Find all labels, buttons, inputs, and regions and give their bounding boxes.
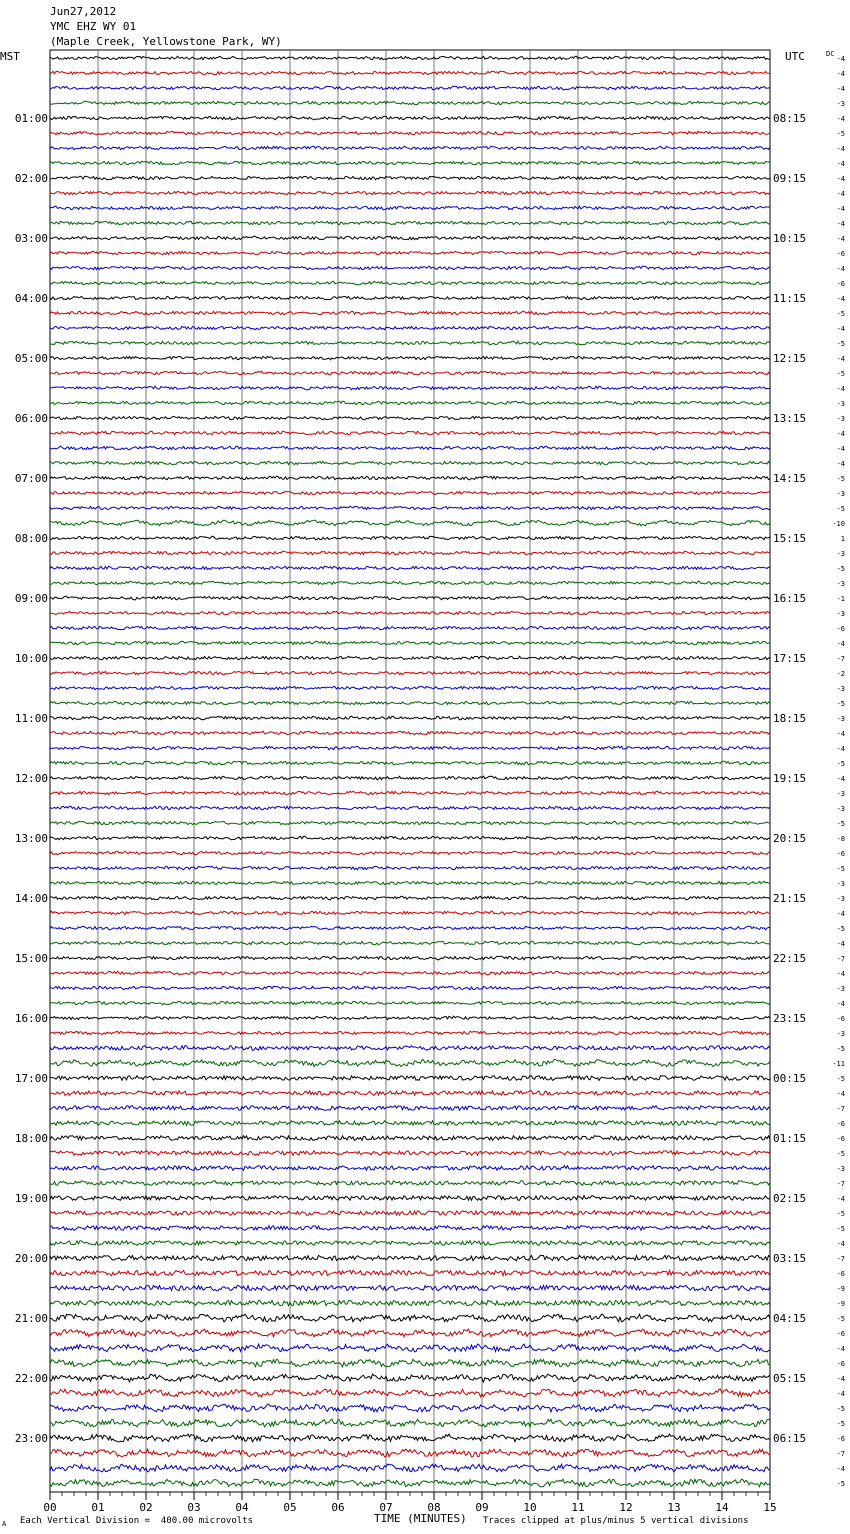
seismic-trace	[50, 1270, 770, 1275]
dc-offset-label: -7	[836, 1105, 845, 1113]
seismic-trace	[50, 1226, 770, 1231]
utc-hour-label: 05:15	[773, 1372, 807, 1385]
utc-hour-label: 21:15	[773, 892, 807, 905]
station-location: (Maple Creek, Yellowstone Park, WY)	[50, 35, 282, 48]
seismic-trace	[50, 536, 770, 539]
mst-hour-label: 18:00	[14, 1132, 48, 1145]
mst-hour-label: 11:00	[14, 712, 48, 725]
dc-offset-label: -7	[836, 1180, 845, 1188]
seismic-trace	[50, 956, 770, 960]
dc-offset-label: -5	[836, 865, 845, 873]
mst-hour-label: 20:00	[14, 1252, 48, 1265]
x-tick-label: 07	[379, 1501, 393, 1514]
dc-offset-label: -8	[836, 835, 845, 843]
seismic-trace	[50, 296, 770, 299]
seismic-trace	[50, 236, 770, 240]
mst-hour-label: 17:00	[14, 1072, 48, 1085]
utc-hour-label: 13:15	[773, 412, 807, 425]
seismic-trace	[50, 791, 770, 795]
dc-offset-label: -5	[836, 1045, 845, 1053]
dc-offset-label: -3	[836, 550, 845, 558]
x-tick-label: 06	[331, 1501, 345, 1514]
seismic-trace	[50, 716, 770, 720]
dc-offset-label: -5	[836, 370, 845, 378]
dc-offset-label: -4	[836, 175, 845, 183]
dc-offset-label: -4	[836, 445, 845, 453]
seismic-trace	[50, 461, 770, 464]
seismic-trace	[50, 1314, 770, 1322]
right-timezone-label: UTC	[785, 50, 805, 63]
dc-offset-label: -6	[836, 1135, 845, 1143]
left-timezone-label: MST	[0, 50, 20, 63]
seismic-trace	[50, 566, 770, 569]
x-tick-label: 05	[283, 1501, 297, 1514]
seismic-trace	[50, 356, 770, 360]
seismic-trace	[50, 1001, 770, 1005]
seismic-trace	[50, 1404, 770, 1412]
seismic-trace	[50, 326, 770, 329]
seismic-trace	[50, 416, 770, 420]
dc-offset-label: -7	[836, 655, 845, 663]
dc-offset-label: -5	[836, 1150, 845, 1158]
utc-hour-label: 22:15	[773, 952, 807, 965]
dc-offset-label: -6	[836, 1270, 845, 1278]
dc-offset-label: -11	[832, 1060, 845, 1068]
seismic-trace	[50, 1196, 770, 1201]
seismic-trace	[50, 386, 770, 390]
dc-offset-label: -4	[836, 85, 845, 93]
dc-offset-label: -4	[836, 1000, 845, 1008]
dc-offset-label: -4	[836, 970, 845, 978]
dc-offset-label: -6	[836, 1120, 845, 1128]
dc-offset-label: -5	[836, 310, 845, 318]
seismic-trace	[50, 311, 770, 315]
seismic-trace	[50, 371, 770, 375]
utc-hour-label: 19:15	[773, 772, 807, 785]
dc-offset-label: -4	[836, 1390, 845, 1398]
dc-offset-label: -4	[836, 355, 845, 363]
utc-hour-label: 06:15	[773, 1432, 807, 1445]
dc-offset-label: -2	[836, 670, 845, 678]
dc-offset-label: -3	[836, 685, 845, 693]
dc-offset-label: -3	[836, 895, 845, 903]
dc-offset-label: -5	[836, 820, 845, 828]
seismic-trace	[50, 1076, 770, 1081]
mst-hour-label: 12:00	[14, 772, 48, 785]
dc-offset-label: -4	[836, 745, 845, 753]
dc-offset-label: -4	[836, 385, 845, 393]
utc-hour-label: 16:15	[773, 592, 807, 605]
dc-offset-label: 1	[840, 535, 845, 543]
seismic-trace	[50, 131, 770, 135]
utc-hour-label: 10:15	[773, 232, 807, 245]
x-tick-label: 12	[619, 1501, 633, 1514]
seismic-trace	[50, 161, 770, 165]
dc-offset-label: -5	[836, 1315, 845, 1323]
dc-offset-label: -4	[836, 1090, 845, 1098]
mst-hour-label: 15:00	[14, 952, 48, 965]
dc-offset-label: -5	[836, 925, 845, 933]
mst-hour-label: 14:00	[14, 892, 48, 905]
mst-hour-label: 01:00	[14, 112, 48, 125]
dc-offset-label: -3	[836, 805, 845, 813]
utc-hour-label: 12:15	[773, 352, 807, 365]
dc-offset-label: -6	[836, 1015, 845, 1023]
x-tick-label: 00	[43, 1501, 57, 1514]
plot-date: Jun27,2012	[50, 5, 117, 18]
mst-hour-label: 22:00	[14, 1372, 48, 1385]
seismic-trace	[50, 941, 770, 945]
seismic-trace	[50, 596, 770, 600]
x-tick-label: 04	[235, 1501, 249, 1514]
mst-hour-label: 21:00	[14, 1312, 48, 1325]
seismic-trace	[50, 671, 770, 675]
dc-offset-label: -3	[836, 610, 845, 618]
x-tick-label: 09	[475, 1501, 489, 1514]
seismic-trace	[50, 581, 770, 585]
dc-offset-label: -3	[836, 490, 845, 498]
dc-offset-label: -5	[836, 1075, 845, 1083]
seismic-trace	[50, 851, 770, 854]
utc-hour-label: 02:15	[773, 1192, 807, 1205]
dc-offset-label: -4	[836, 235, 845, 243]
dc-offset-label: -4	[836, 220, 845, 228]
mst-hour-label: 08:00	[14, 532, 48, 545]
seismic-trace	[50, 1046, 770, 1051]
seismic-trace	[50, 71, 770, 75]
mst-hour-label: 06:00	[14, 412, 48, 425]
seismic-trace	[50, 221, 770, 225]
dc-offset-label: -7	[836, 1450, 845, 1458]
mst-hour-label: 03:00	[14, 232, 48, 245]
mst-hour-label: 04:00	[14, 292, 48, 305]
seismic-trace	[50, 1151, 770, 1156]
dc-offset-label: -3	[836, 1165, 845, 1173]
dc-offset-label: -4	[836, 730, 845, 738]
seismic-trace	[50, 866, 770, 870]
dc-offset-label: -4	[836, 1195, 845, 1203]
x-tick-label: 08	[427, 1501, 441, 1514]
seismic-trace	[50, 116, 770, 120]
dc-offset-label: -4	[836, 325, 845, 333]
dc-offset-label: -4	[836, 55, 845, 63]
utc-hour-label: 00:15	[773, 1072, 807, 1085]
seismic-trace	[50, 176, 770, 180]
seismic-trace	[50, 1016, 770, 1020]
dc-offset-label: -5	[836, 1225, 845, 1233]
seismic-trace	[50, 1434, 770, 1442]
seismic-trace	[50, 1121, 770, 1126]
dc-offset-label: -6	[836, 1330, 845, 1338]
utc-hour-label: 15:15	[773, 532, 807, 545]
dc-offset-label: -6	[836, 1435, 845, 1443]
dc-offset-label: -4	[836, 145, 845, 153]
seismic-trace	[50, 1464, 770, 1472]
dc-offset-label: -6	[836, 250, 845, 258]
seismic-trace	[50, 191, 770, 195]
seismic-trace	[50, 491, 770, 495]
x-tick-label: 14	[715, 1501, 729, 1514]
dc-offset-label: -6	[836, 625, 845, 633]
seismic-trace	[50, 431, 770, 435]
mst-hour-label: 13:00	[14, 832, 48, 845]
dc-offset-label: -5	[836, 340, 845, 348]
seismic-trace	[50, 1285, 770, 1290]
seismic-trace	[50, 641, 770, 645]
seismic-trace	[50, 971, 770, 975]
seismic-trace	[50, 776, 770, 780]
seismic-trace	[50, 146, 770, 150]
mst-hour-label: 16:00	[14, 1012, 48, 1025]
seismic-trace	[50, 1136, 770, 1141]
dc-offset-label: -4	[836, 160, 845, 168]
seismic-trace	[50, 1479, 770, 1487]
dc-offset-label: -3	[836, 790, 845, 798]
corner-mark: A	[2, 1520, 7, 1528]
dc-offset-label: -3	[836, 100, 845, 108]
dc-offset-label: -9	[836, 1285, 845, 1293]
dc-offset-label: -4	[836, 640, 845, 648]
seismic-trace	[50, 281, 770, 285]
dc-offset-label: -4	[836, 1375, 845, 1383]
seismic-trace	[50, 551, 770, 555]
dc-offset-label: -5	[836, 130, 845, 138]
seismic-trace	[50, 881, 770, 884]
utc-hour-label: 01:15	[773, 1132, 807, 1145]
seismic-trace	[50, 911, 770, 915]
dc-offset-label: -5	[836, 565, 845, 573]
seismic-trace	[50, 836, 770, 839]
dc-offset-label: -3	[836, 715, 845, 723]
dc-offset-label: -4	[836, 430, 845, 438]
dc-offset-label: -4	[836, 1345, 845, 1353]
x-tick-label: 13	[667, 1501, 681, 1514]
dc-offset-label: -5	[836, 1420, 845, 1428]
x-tick-label: 01	[91, 1501, 105, 1514]
dc-offset-label: -4	[836, 940, 845, 948]
seismic-trace	[50, 251, 770, 254]
seismic-trace	[50, 1449, 770, 1457]
dc-offset-label: -4	[836, 205, 845, 213]
seismic-trace	[50, 731, 770, 735]
seismic-trace	[50, 806, 770, 810]
dc-offset-label: -4	[836, 910, 845, 918]
utc-hour-label: 08:15	[773, 112, 807, 125]
dc-offset-label: -5	[836, 700, 845, 708]
seismic-trace	[50, 1255, 770, 1260]
seismic-trace	[50, 701, 770, 704]
utc-hour-label: 03:15	[773, 1252, 807, 1265]
dc-offset-label: -5	[836, 475, 845, 483]
x-tick-label: 02	[139, 1501, 153, 1514]
utc-hour-label: 09:15	[773, 172, 807, 185]
seismic-trace	[50, 761, 770, 765]
utc-hour-label: 04:15	[773, 1312, 807, 1325]
seismic-trace	[50, 1060, 770, 1067]
dc-offset-label: -4	[836, 295, 845, 303]
seismic-trace	[50, 1166, 770, 1171]
dc-label: DC	[826, 50, 835, 58]
dc-offset-label: -3	[836, 580, 845, 588]
x-tick-label: 10	[523, 1501, 537, 1514]
utc-hour-label: 23:15	[773, 1012, 807, 1025]
mst-hour-label: 10:00	[14, 652, 48, 665]
seismic-trace	[50, 101, 770, 105]
x-tick-label: 15	[763, 1501, 777, 1514]
dc-offset-label: -5	[836, 1405, 845, 1413]
dc-offset-label: -3	[836, 415, 845, 423]
x-tick-label: 03	[187, 1501, 201, 1514]
mst-hour-label: 05:00	[14, 352, 48, 365]
seismic-trace	[50, 1106, 770, 1111]
seismic-trace	[50, 506, 770, 509]
dc-offset-label: -6	[836, 1360, 845, 1368]
dc-offset-label: -3	[836, 1030, 845, 1038]
utc-hour-label: 18:15	[773, 712, 807, 725]
seismic-trace	[50, 1031, 770, 1035]
seismic-trace	[50, 1374, 770, 1382]
utc-hour-label: 17:15	[773, 652, 807, 665]
utc-hour-label: 11:15	[773, 292, 807, 305]
seismic-trace	[50, 401, 770, 405]
seismic-trace	[50, 821, 770, 824]
x-axis-title: TIME (MINUTES)	[374, 1512, 467, 1525]
dc-offset-label: -5	[836, 1210, 845, 1218]
mst-hour-label: 23:00	[14, 1432, 48, 1445]
dc-offset-label: -7	[836, 955, 845, 963]
seismic-trace	[50, 341, 770, 345]
dc-offset-label: -6	[836, 850, 845, 858]
dc-offset-label: -4	[836, 460, 845, 468]
seismic-trace	[50, 1300, 770, 1305]
mst-hour-label: 02:00	[14, 172, 48, 185]
dc-offset-label: -10	[832, 520, 845, 528]
utc-hour-label: 20:15	[773, 832, 807, 845]
seismic-trace	[50, 206, 770, 210]
utc-hour-label: 14:15	[773, 472, 807, 485]
seismic-trace	[50, 986, 770, 990]
dc-offset-label: -6	[836, 280, 845, 288]
seismic-trace	[50, 686, 770, 689]
dc-offset-label: -1	[836, 595, 845, 603]
seismic-trace	[50, 1211, 770, 1216]
station-id: YMC EHZ WY 01	[50, 20, 137, 33]
dc-offset-label: -4	[836, 190, 845, 198]
seismic-trace	[50, 656, 770, 660]
dc-offset-label: -9	[836, 1300, 845, 1308]
seismic-trace	[50, 896, 770, 900]
seismic-trace	[50, 611, 770, 614]
dc-offset-label: -3	[836, 400, 845, 408]
dc-offset-label: -4	[836, 775, 845, 783]
seismic-trace	[50, 86, 770, 90]
plot-frame	[50, 50, 770, 1492]
seismic-trace	[50, 626, 770, 630]
seismic-trace	[50, 446, 770, 450]
dc-offset-label: -4	[836, 1240, 845, 1248]
seismic-trace	[50, 56, 770, 60]
clip-note: Traces clipped at plus/minus 5 vertical divisions	[483, 1516, 749, 1526]
dc-offset-label: -3	[836, 985, 845, 993]
dc-offset-label: -4	[836, 265, 845, 273]
seismic-trace	[50, 1181, 770, 1186]
x-tick-label: 11	[571, 1501, 585, 1514]
scale-note: Each Vertical Division = 400.00 microvolts	[20, 1516, 253, 1526]
seismic-trace	[50, 1091, 770, 1096]
seismic-trace	[50, 1389, 770, 1397]
mst-hour-label: 07:00	[14, 472, 48, 485]
seismic-trace	[50, 1344, 770, 1352]
seismic-trace	[50, 520, 770, 526]
seismic-trace	[50, 1329, 770, 1337]
dc-offset-label: -4	[836, 1465, 845, 1473]
seismic-trace	[50, 1419, 770, 1427]
dc-offset-label: -5	[836, 760, 845, 768]
seismic-trace	[50, 266, 770, 269]
seismic-trace	[50, 1359, 770, 1367]
seismic-trace	[50, 1241, 770, 1246]
seismic-trace	[50, 746, 770, 750]
mst-hour-label: 09:00	[14, 592, 48, 605]
mst-hour-label: 19:00	[14, 1192, 48, 1205]
seismic-trace	[50, 926, 770, 930]
dc-offset-label: -5	[836, 1480, 845, 1488]
dc-offset-label: -3	[836, 880, 845, 888]
dc-offset-label: -5	[836, 505, 845, 513]
dc-offset-label: -7	[836, 1255, 845, 1263]
seismic-trace	[50, 476, 770, 480]
dc-offset-label: -4	[836, 70, 845, 78]
dc-offset-label: -4	[836, 115, 845, 123]
